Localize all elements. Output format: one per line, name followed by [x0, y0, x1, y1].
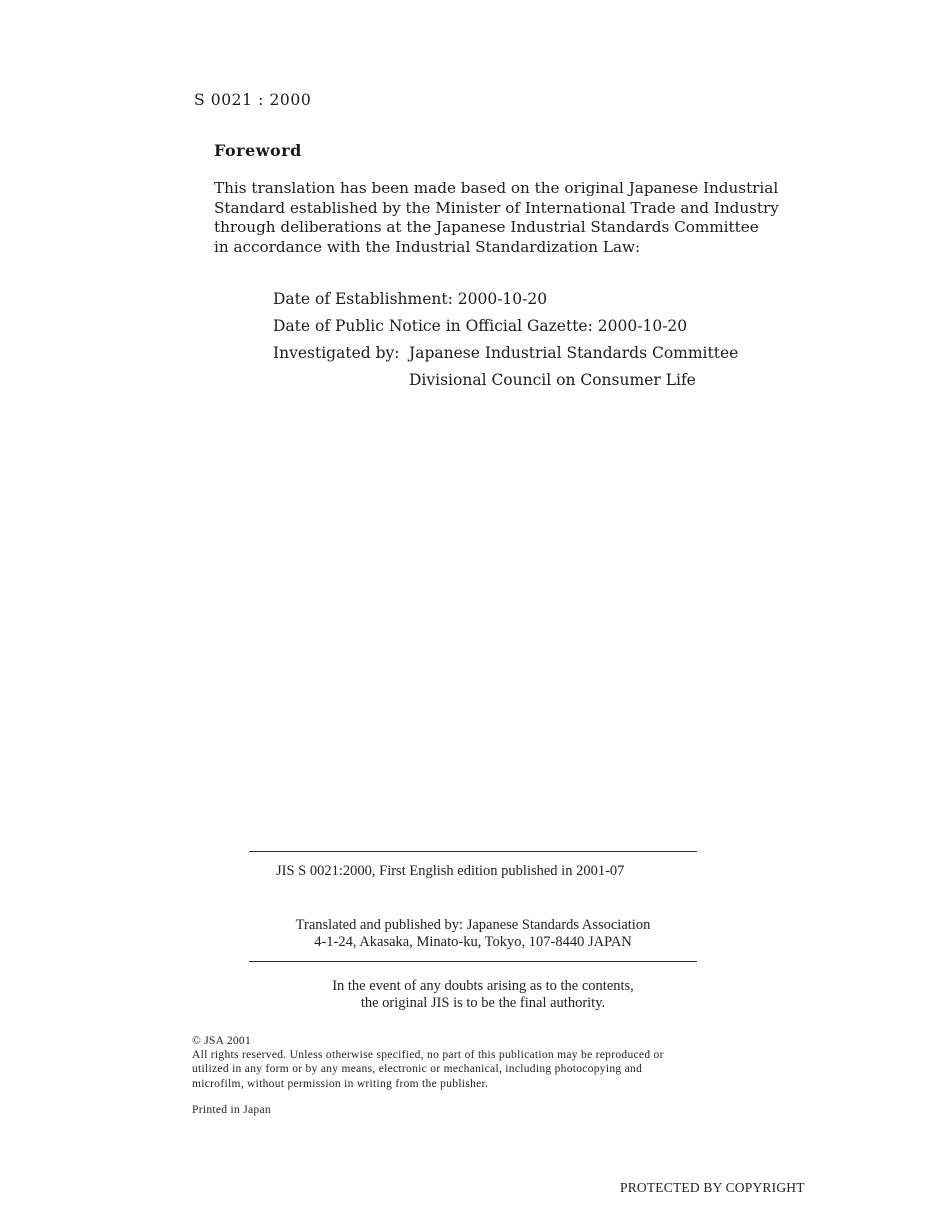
foreword-line: This translation has been made based on the original Japanese Industrial [214, 179, 779, 197]
public-notice-label: Date of Public Notice in Official Gazette: [273, 317, 593, 335]
copyright-line: All rights reserved. Unless otherwise specified, no part of this publication may be reproduced or [192, 1049, 664, 1062]
authority-note-line2: the original JIS is to be the final authority. [360, 995, 606, 1011]
printed-in-japan: Printed in Japan [192, 1104, 271, 1116]
foreword-line: in accordance with the Industrial Standardization Law: [214, 237, 641, 256]
copyright-line: utilized in any form or by any means, electronic or mechanical, including photocopying and [192, 1063, 643, 1076]
public-notice-row [273, 317, 687, 335]
investigated-council: Divisional Council on Consumer Life [409, 371, 696, 389]
establishment-label: Date of Establishment: [273, 290, 453, 308]
foreword-paragraph [214, 179, 779, 257]
establishment-date: 2000-10-20 [457, 290, 548, 308]
edition-note: JIS S 0021:2000, First English edition published in 2001-07 [276, 863, 625, 879]
divider-top [249, 851, 697, 852]
copyright-line: microfilm, without permission in writing from the publisher. [192, 1077, 489, 1090]
publisher-name: Translated and published by: Japanese Standards Association [295, 917, 651, 933]
public-notice-date: 2000-10-20 [597, 317, 688, 335]
divider-bottom [249, 961, 697, 962]
foreword-heading: Foreword [214, 141, 302, 160]
standard-number: S 0021 : 2000 [194, 91, 312, 109]
investigated-label: Investigated by: [273, 344, 400, 362]
copyright-mark: © JSA 2001 [192, 1035, 252, 1047]
establishment-row [273, 290, 547, 308]
foreword-line: Standard established by the Minister of International Trade and Industry [214, 198, 779, 217]
publisher-address: 4-1-24, Akasaka, Minato-ku, Tokyo, 107-8440 JAPAN [314, 934, 632, 950]
copyright-notice [192, 1034, 664, 1091]
investigated-committee: Japanese Industrial Standards Committee [409, 344, 739, 362]
protected-stamp: PROTECTED BY COPYRIGHT [620, 1180, 805, 1195]
authority-note-line1: In the event of any doubts arising as to the contents, [332, 978, 634, 994]
foreword-line: through deliberations at the Japanese Industrial Standards Committee [214, 218, 759, 236]
